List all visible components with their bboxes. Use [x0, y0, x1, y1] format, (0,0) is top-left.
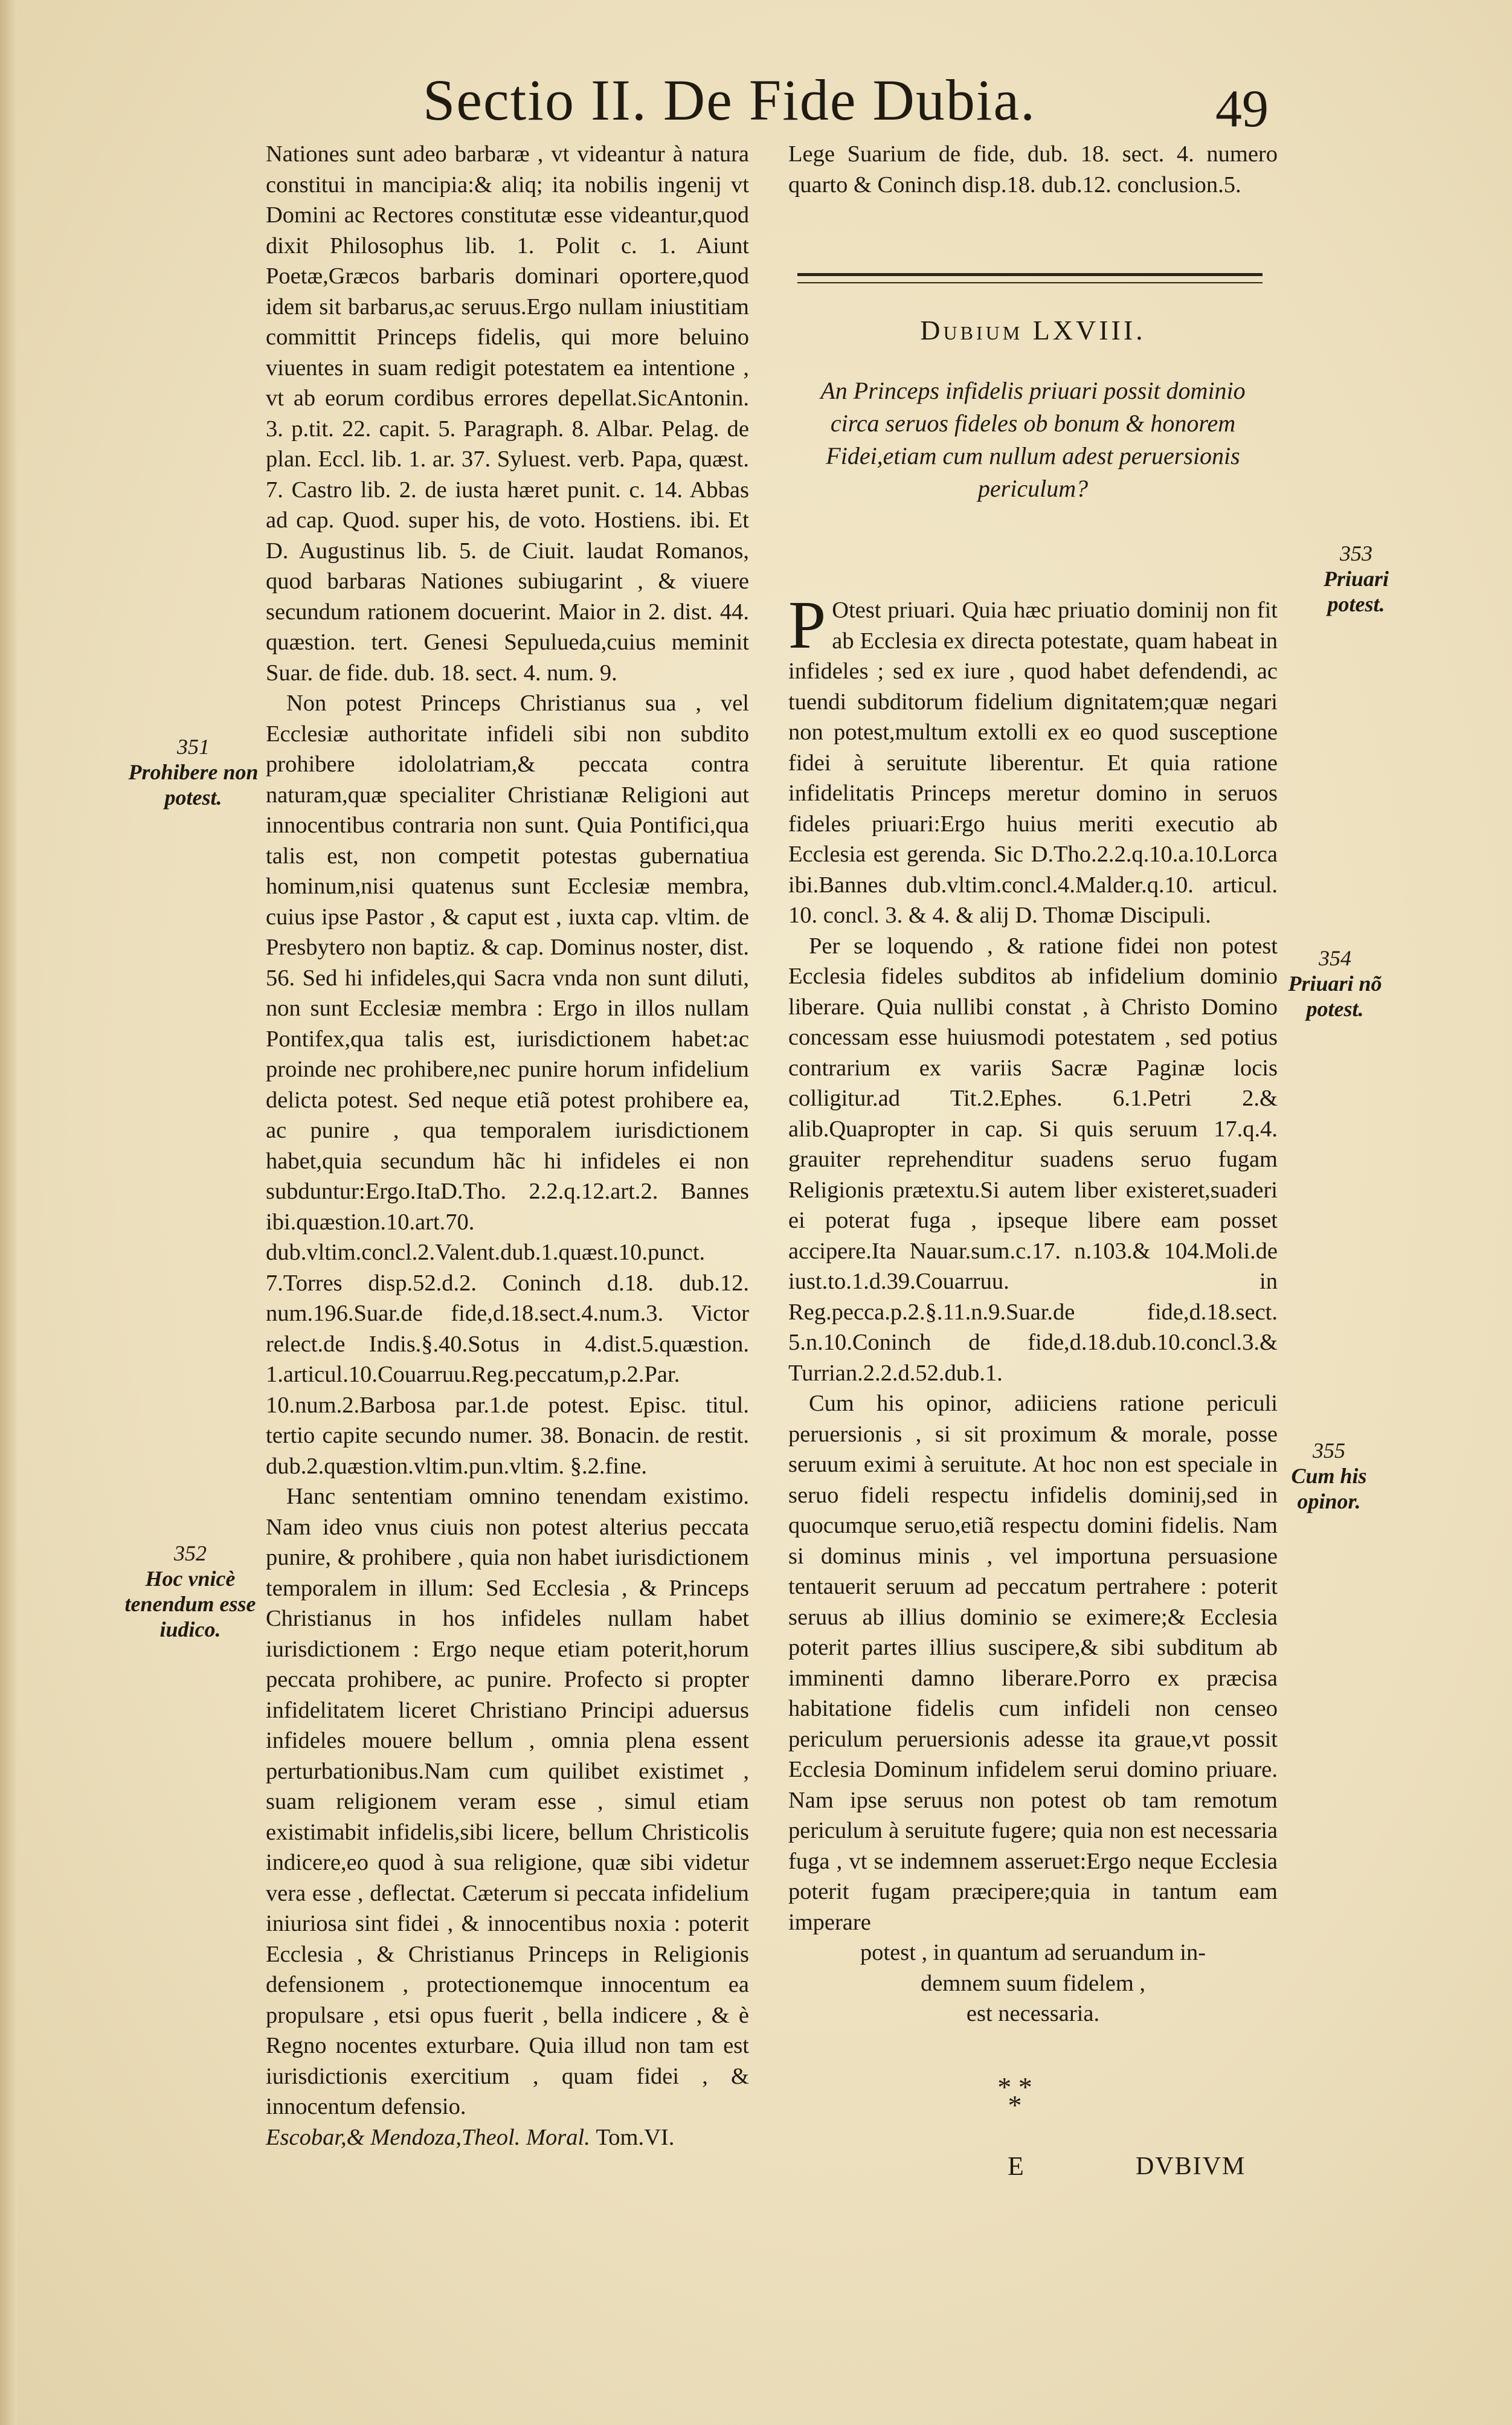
- marginal-note-355: [1259, 1438, 1398, 1514]
- marginal-text: Cum his opinor.: [1291, 1464, 1367, 1513]
- marginal-text: Priuari potest.: [1323, 567, 1389, 616]
- marginal-number: 354: [1319, 946, 1351, 970]
- marginal-text: Hoc vnicè tenendum esse iudico.: [124, 1567, 256, 1641]
- left-column: [266, 139, 749, 2153]
- footer-author: Escobar,& Mendoza,Theol. Moral.: [266, 2124, 590, 2150]
- left-paragraph-1: Nationes sunt adeo barbaræ , vt videantur à natura constitui in mancipia:& aliq; ita nobilis ingenij vt Domini ac Rectores constitutæ esse videantur,quod dixit Philosophus lib. 1. Polit c. 1. Aiunt Poetæ,Græcos barbaris dominari oportere,quod idem sit barbarus,ac seruus.Ergo nullam iniustitiam committit Princeps fidelis, qui more beluino viuentes in suam redigit potestatem ea intentione , vt ab eorum cordibus errores depellat.SicAntonin. 3. p.tit. 22. capit. 5. Paragraph. 8. Albar. Pelag. de plan. Eccl. lib. 1. ar. 37. Syluest. verb. Papa, quæst. 7. Castro lib. 2. de iusta hæret punit. c. 14. Abbas ad cap. Quod. super his, de voto. Hostiens. ibi. Et D. Augustinus lib. 5. de Ciuit. laudat Romanos, quod barbaras Nationes subiugarint , & viuere secundum rationem docuerint. Maior in 2. dist. 44. quæstion. tert. Genesi Sepulueda,cuius meminit Suar. de fide. dub. 18. sect. 4. num. 9.: [266, 141, 749, 686]
- page-number: 49: [1215, 80, 1269, 138]
- asterisk-ornament: * * *: [997, 2072, 1032, 2121]
- closing-line-3: est necessaria.: [966, 2001, 1100, 2026]
- dubium-title: Dubium LXVIII.: [920, 315, 1146, 346]
- right-paragraph-1: [788, 588, 1278, 931]
- page-header: [423, 66, 1281, 139]
- marginal-text: Priuari nõ potest.: [1288, 971, 1382, 1021]
- marginal-number: 351: [177, 735, 210, 759]
- left-footer-note: [266, 2122, 749, 2153]
- dubium-question: An Princeps infidelis priuari possit dominio circa seruos fideles ob bonum & honorem Fidei,etiam cum nullum adest peruersionis periculum?: [820, 377, 1246, 502]
- marginal-note-353: [1299, 541, 1414, 617]
- right-column: [788, 588, 1278, 2029]
- section-divider: [797, 273, 1263, 283]
- page-edge: [0, 0, 17, 2425]
- right-paragraph-2: Per se loquendo , & ratione fidei non potest Ecclesia fideles subditos ab infidelium dominio liberare. Quia nullibi constat , à Christo Domino concessam esse huiusmodi potestatem , sed potius contrarium ex variis Sacræ Paginæ locis colligitur.ad Tit.2.Ephes. 6.1.Petri 2.& alib.Quapropter in cap. Si quis seruum 17.q.4. grauiter reprehenditur suadens seruo fugam Religionis prætextu.Si autem liber existeret,suaderi ei poterat fuga , ipseque libere eam posset accipere.Ita Nauar.sum.c.17. n.103.& 104.Moli.de iust.to.1.d.39.Couarruu. in Reg.pecca.p.2.§.11.n.9.Suar.de fide,d.18.sect. 5.n.10.Coninch de fide,d.18.dub.10.concl.3.& Turrian.2.2.d.52.dub.1.: [788, 933, 1278, 1386]
- signature-mark: E: [1008, 2151, 1024, 2181]
- running-title: Sectio II. De Fide Dubia.: [423, 68, 1037, 132]
- left-paragraph-2: Non potest Princeps Christianus sua , vel Ecclesiæ authoritate infideli sibi non subdito prohibere idololatriam,& peccata contra naturam,quæ specialiter Christianæ Religioni aut innocentibus contraria non sunt. Quia Pontifici,qua talis est, non competit potestas gubernatiua hominum,nisi quatenus sunt Ecclesiæ membra, cuius ipse Pastor , & caput est , iuxta cap. vltim. de Presbytero non baptiz. & cap. Dominus noster, dist. 56. Sed hi infideles,qui Sacra vnda non sunt diluti, non sunt Ecclesiæ membra : Ergo in illos nullam Pontifex,qua talis est, iurisdictionem habet:ac proinde nec prohibere,nec punire horum infidelium delicta potest. Sed neque etiã potest prohibere ea, ac punire , qua temporalem iurisdictionem habet,quia secundum hãc hi infideles ei non subduntur:Ergo.ItaD.Tho. 2.2.q.12.art.2. Bannes ibi.quæstion.10.art.70. dub.vltim.concl.2.Valent.dub.1.quæst.10.punct. 7.Torres disp.52.d.2. Coninch d.18. dub.12. num.196.Suar.de fide,d.18.sect.4.num.3. Victor relect.de Indis.§.40.Sotus in 4.dist.5.quæstion. 1.articul.10.Couarruu.Reg.peccatum,p.2.Par. 10.num.2.Barbosa par.1.de potest. Episc. titul. tertio capite secundo numer. 38. Bonacin. de restit. dub.2.quæstion.vltim.pun.vltim. §.2.fine.: [266, 691, 749, 1479]
- left-paragraph-3: Hanc sententiam omnino tenendam existimo. Nam ideo vnus ciuis non potest alterius peccata punire, & prohibere , quia non habet iurisdictionem temporalem in illum: Sed Ecclesia , & Princeps Christianus in hos infideles nullam habet iurisdictionem : Ergo neque etiam poterit,horum peccata prohibere, ac punire. Profecto si propter infidelitatem liceret Christiano Principi aduersus infideles mouere bellum , omnia plena essent perturbationibus.Nam cum quilibet existimet , suam religionem veram esse , simul etiam existimabit infidelis,sibi licere, bellum Christicolis indicere,eo quod à sua religione, quæ sibi videtur vera esse , deflectat. Cæterum si peccata infidelium iniuriosa sint fidei , & innocentibus noxia : poterit Ecclesia , & Christianus Princeps in Religionis defensionem , protectionemque innocentum ea propulsare , etsi opus fuerit , bella indicere , & è Regno nocentes exturbare. Quia illud non tam est iurisdictionis exercitium , quam fidei , & innocentum defensio.: [266, 1484, 749, 2119]
- marginal-note-354: [1269, 945, 1401, 1022]
- marginal-number: 355: [1313, 1438, 1345, 1463]
- right-top-reference: [788, 139, 1278, 200]
- drop-cap: P: [788, 588, 826, 663]
- closing-line-2: demnem suum fidelem ,: [920, 1970, 1146, 1996]
- closing-line-1: potest , in quantum ad seruandum in-: [860, 1940, 1206, 1965]
- marginal-text: Prohibere non potest.: [128, 760, 259, 810]
- marginal-note-351: [124, 734, 263, 810]
- right-paragraph-3: Cum his opinor, adiiciens ratione periculi peruersionis , si sit proximum & morale, posse seruum eximi à seruitute. At hoc non est speciale in seruo fideli respectu infidelis dominij,sed in quocumque seruo,etiã respectu domini fidelis. Nam si dominus minis , vel importuna persuasione tentauerit seruum ad peccatum pertrahere : poterit seruus ab illius dominio se eximere;& Ecclesia poterit partes illius suscipere,& sibi subditum ab imminenti damno liberare.Porro ex præcisa habitatione fidelis cum infideli non censeo periculum peruersionis adesse ita graue,vt possit Ecclesia Dominum infidelem serui domino priuare. Nam ipse seruus non potest ob tam remotum periculum à seruitute fugere; quia non est necessaria fuga , vt se indemnem asseruet:Ergo neque Ecclesia poterit fugam præcipere;quia in tantum eam imperare: [788, 1391, 1278, 1935]
- footer-volume: Tom.VI.: [596, 2124, 675, 2150]
- right-top-text: Lege Suarium de fide, dub. 18. sect. 4. numero quarto & Coninch disp.18. dub.12. conclusion.5.: [788, 141, 1278, 198]
- marginal-number: 352: [174, 1541, 207, 1565]
- catchword: DVBIVM: [1136, 2153, 1246, 2180]
- marginal-number: 353: [1340, 541, 1372, 565]
- right-paragraph-1-text: Otest priuari. Quia hæc priuatio dominij non fit ab Ecclesia ex directa potestate, quam habeat in infideles ; sed ex iure , quod habet defendendi, ac tuendi subditorum fidelium dignitatem;quæ negari non potest,multum extolli ex eo quod susceptione fidei à seruitute liberentur. Et quia ratione infidelitatis Princeps meretur domino in seruos fideles priuari:Ergo huius meriti executio ab Ecclesia est gerenda. Sic D.Tho.2.2.q.10.a.10.Lorca ibi.Bannes dub.vltim.concl.4.Malder.q.10. articul. 10. concl. 3. & 4. & alij D. Thomæ Discipuli.: [788, 597, 1278, 928]
- marginal-note-352: [118, 1541, 263, 1642]
